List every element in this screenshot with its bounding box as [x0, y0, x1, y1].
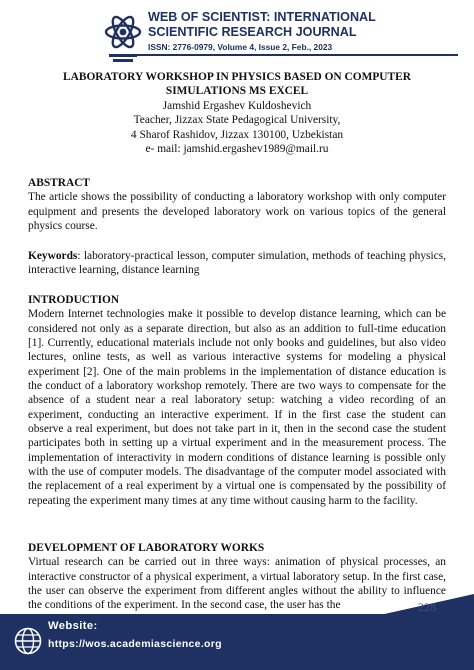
globe-icon [14, 627, 42, 655]
introduction-text: Modern Internet technologies make it possible to develop distance learning, which can be considered not only as a separate direction, but also as an addition to full-time education [1]. Currently, educational materials include not only books and guidelines, but also video lectures, online tests, as well as various interactive systems for modeling a physical experiment [2]. One of the main problems in the implementation of distance education is the conduct of a laboratory workshop remotely. There are two ways to compensate for the absence of a student near a real laboratory setup: watching a video recording of an experiment, conducting an interactive experiment. If in the first case the student can observe a real experiment, but does not take part in it, then in the second case the student participates both in setting up a virtual experiment and in the measurement process. The implementation of interactivity in modern conditions of distance learning is possible only with the use of computer models. The disadvantage of the computer model associated with the replacement of a real experiment by a virtual one is compensated by the possibility of repeating the experiment many times at any time without causing harm to the facility. [28, 308, 446, 507]
abstract-text: The article shows the possibility of conducting a laboratory workshop with only computer equipment and presents the developed laboratory work on various topics of the general physics course. [28, 191, 446, 233]
paper-title-line1: LABORATORY WORKSHOP IN PHYSICS BASED ON COMPUTER [63, 71, 411, 83]
abstract-section [28, 176, 446, 233]
journal-title-line2: SCIENTIFIC RESEARCH JOURNAL [148, 25, 357, 39]
abstract-heading: ABSTRACT [28, 177, 91, 189]
journal-title-line1: WEB OF SCIENTIST: INTERNATIONAL [148, 10, 376, 24]
page-footer [0, 594, 474, 670]
paper-title-block [28, 70, 446, 156]
introduction-heading: INTRODUCTION [28, 294, 120, 306]
keywords-text: : laboratory-practical lesson, computer simulation, methods of teaching physics, interactive learning, distance learning [28, 250, 446, 277]
keywords-section [28, 249, 446, 278]
page-number: 228 [418, 600, 436, 614]
paper-author: Jamshid Ergashev Kuldoshevich [162, 99, 312, 112]
paper-affiliation: Teacher, Jizzax State Pedagogical University, [133, 114, 341, 127]
website-label: Website: [48, 620, 98, 632]
introduction-section [28, 293, 446, 508]
paper-address: 4 Sharof Rashidov, Jizzax 130100, Uzbekistan [130, 128, 344, 141]
header-rule [136, 54, 458, 56]
paper-title-line2: SIMULATIONS MS EXCEL [165, 85, 309, 98]
keywords-label: Keywords [28, 250, 78, 262]
development-text: Virtual research can be carried out in three ways: animation of physical processes, an interactive constructor of a physical experiment, a virtual laboratory setup. In the first case, the user can observe the experiment from different angles without the ability to influence the conditions of the experiment. In the second case, the user has the [28, 556, 446, 612]
journal-header [0, 0, 474, 70]
website-link[interactable]: https://wos.academiascience.org [48, 638, 222, 650]
paper-email: e- mail: jamshid.ergashev1989@mail.ru [145, 143, 329, 156]
journal-title [148, 10, 376, 40]
journal-issn: ISSN: 2776-0979, Volume 4, Issue 2, Feb., 2023 [148, 42, 333, 52]
development-heading: DEVELOPMENT OF LABORATORY WORKS [28, 542, 265, 554]
